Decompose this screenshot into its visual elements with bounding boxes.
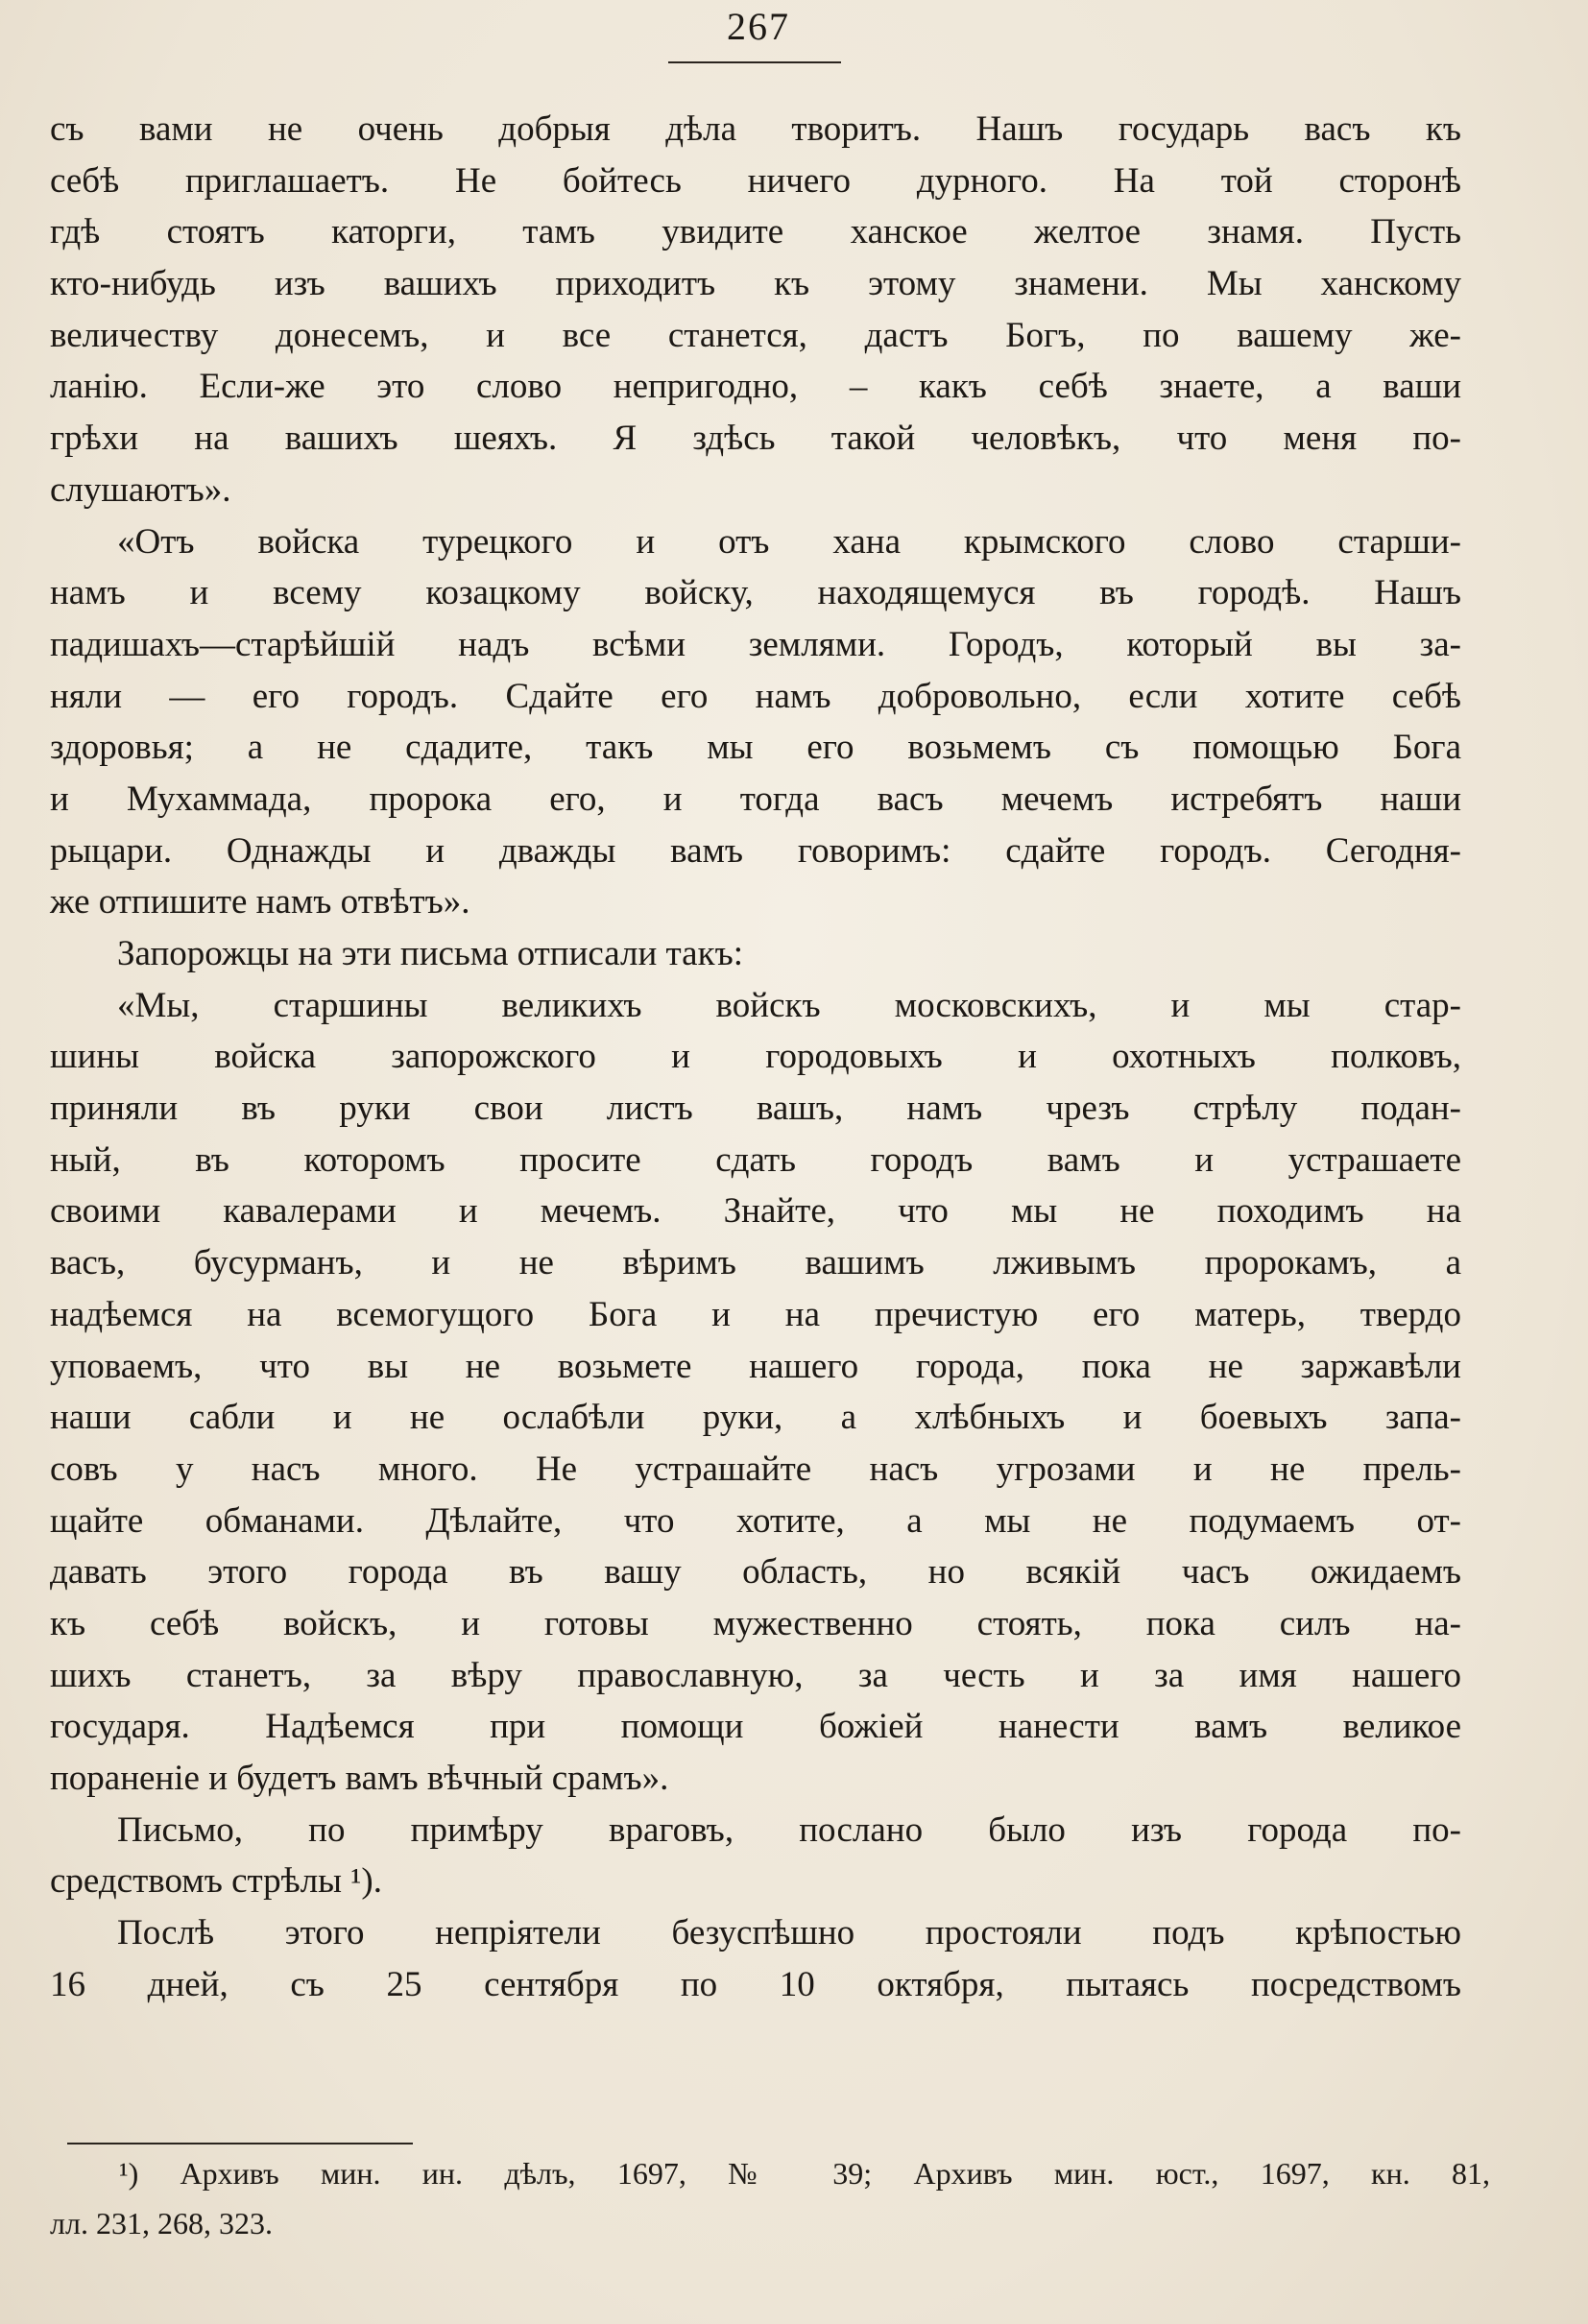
- text-line: ланію. Если-же это слово непригодно, – какъ себѣ знаете, а ваши: [50, 367, 1461, 407]
- text-line: «Отъ войска турецкого и отъ хана крымского слово старши-: [117, 521, 1461, 562]
- text-line: своими кавалерами и мечемъ. Знайте, что мы не походимъ на: [50, 1191, 1461, 1232]
- text-line: Послѣ этого непріятели безуспѣшно простояли подъ крѣпостью: [117, 1913, 1461, 1953]
- text-line: Письмо, по примѣру враговъ, послано было изъ города по-: [117, 1809, 1461, 1850]
- text-line: шихъ станетъ, за вѣру православную, за честь и за имя нашего: [50, 1655, 1461, 1695]
- text-line: къ себѣ войскъ, и готовы мужественно стоять, пока силъ на-: [50, 1603, 1461, 1643]
- footnote-line: лл. 231, 268, 323.: [50, 2206, 273, 2240]
- text-line: «Мы, старшины великихъ войскъ московскихъ, и мы стар-: [117, 985, 1461, 1025]
- text-line: приняли въ руки свои листъ вашъ, намъ чрезъ стрѣлу подан-: [50, 1089, 1461, 1129]
- text-line: государя. Надѣемся при помощи божіей нанести вамъ великое: [50, 1707, 1461, 1747]
- page-number: 267: [727, 5, 790, 48]
- footnotes: [50, 2148, 1490, 2248]
- footnote-rule: [67, 2143, 413, 2144]
- text-line: уповаемъ, что вы не возьмете нашего города, пока не заржавѣли: [50, 1346, 1461, 1386]
- text-line: слушаютъ».: [50, 469, 231, 510]
- text-line: Запорожцы на эти письма отписали такъ:: [117, 934, 743, 973]
- text-line: величеству донесемъ, и все станется, дастъ Богъ, по вашему же-: [50, 315, 1461, 355]
- text-line: ный, въ которомъ просите сдать городъ вамъ и устрашаете: [50, 1139, 1461, 1180]
- header-rule: [668, 61, 841, 63]
- text-line: щайте обманами. Дѣлайте, что хотите, а мы не подумаемъ от-: [50, 1500, 1461, 1541]
- text-line: совъ у насъ много. Не устрашайте насъ угрозами и не прель-: [50, 1449, 1461, 1489]
- text-line: пораненіе и будетъ вамъ вѣчный срамъ».: [50, 1759, 669, 1798]
- text-line: и Мухаммада, пророка его, и тогда васъ мечемъ истребятъ наши: [50, 779, 1461, 819]
- text-line: шины войска запорожского и городовыхъ и охотныхъ полковъ,: [50, 1037, 1461, 1077]
- text-line: себѣ приглашаетъ. Не бойтесь ничего дурного. На той сторонѣ: [50, 160, 1461, 201]
- text-line: здоровья; а не сдадите, такъ мы его возьмемъ съ помощью Бога: [50, 728, 1461, 768]
- text-line: намъ и всему козацкому войску, находящемуся въ городѣ. Нашъ: [50, 573, 1461, 613]
- text-line: 16 дней, съ 25 сентября по 10 октября, пытаясь посредствомъ: [50, 1964, 1461, 2004]
- text-line: кто-нибудь изъ вашихъ приходитъ къ этому знамени. Мы ханскому: [50, 264, 1461, 304]
- text-line: рыцари. Однажды и дважды вамъ говоримъ: сдайте городъ. Сегодня-: [50, 830, 1461, 871]
- text-line: надѣемся на всемогущого Бога и на пречистую его матерь, твердо: [50, 1294, 1461, 1334]
- text-line: няли — его городъ. Сдайте его намъ добровольно, если хотите себѣ: [50, 676, 1461, 716]
- text-line: средствомъ стрѣлы ¹).: [50, 1861, 382, 1902]
- text-line: грѣхи на вашихъ шеяхъ. Я здѣсь такой человѣкъ, что меня по-: [50, 419, 1461, 459]
- text-line: давать этого города въ вашу область, но всякій часъ ожидаемъ: [50, 1552, 1461, 1593]
- body-text: [50, 104, 1461, 2010]
- text-line: наши сабли и не ослабѣли руки, а хлѣбныхъ и боевыхъ запа-: [50, 1398, 1461, 1438]
- text-line: же отпишите намъ отвѣтъ».: [50, 882, 470, 922]
- footnote-line: ¹) Архивъ мин. ин. дѣлъ, 1697, № 39; Архивъ мин. юст., 1697, кн. 81,: [119, 2156, 1490, 2191]
- text-line: васъ, бусурманъ, и не вѣримъ вашимъ лживымъ пророкамъ, а: [50, 1243, 1461, 1283]
- text-line: съ вами не очень добрыя дѣла творитъ. Нашъ государь васъ къ: [50, 109, 1461, 149]
- text-line: падишахъ—старѣйшій надъ всѣми землями. Городъ, который вы за-: [50, 624, 1461, 664]
- text-line: гдѣ стоятъ каторги, тамъ увидите ханское желтое знамя. Пусть: [50, 212, 1461, 252]
